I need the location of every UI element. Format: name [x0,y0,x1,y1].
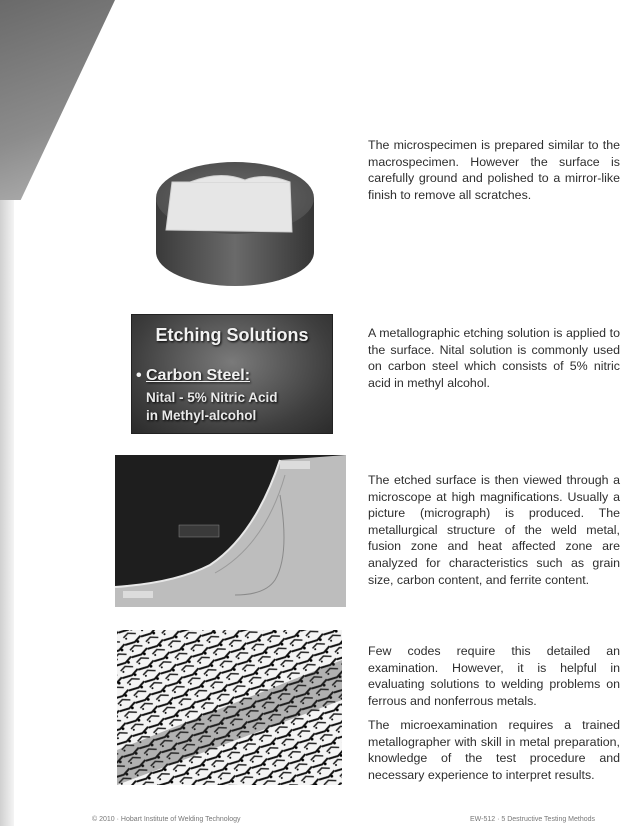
slide-bullet: • [136,367,142,384]
weld-fusion-micrograph [115,455,346,607]
paragraph-microscope: The etched surface is then viewed through a microscope at high magnifications. Usually a picture (micrograph) is produced. The metallurgical structure of the weld metal, fusion zone and heat affected zone are analyzed for characteristics such as grain size, carbon content, and ferrite content. [368,473,620,587]
paragraph-metallographer: The microexamination requires a trained metallographer with skill in metal preparation, knowledge of the test procedure and necessary experience to interpret results. [368,718,620,782]
slide-title: Etching Solutions [155,325,309,345]
mounted-specimen-photo [150,140,320,292]
paragraph-codes: Few codes require this detailed an examination. However, it is helpful in evaluating solutions to welding problems on ferrous and nonferrous metals. [368,644,620,708]
grain-structure-micrograph [117,630,342,785]
slide-line-2: in Methyl-alcohol [146,408,257,423]
slide-line-1: Nital - 5% Nitric Acid [146,390,278,405]
paragraph-etching: A metallographic etching solution is applied to the surface. Nital solution is commonly used on carbon steel which consists of 5% nitric acid in methyl alcohol. [368,326,620,390]
paragraph-microspecimen: The microspecimen is prepared similar to the macrospecimen. However the surface is carefully ground and polished to a mirror-like finish to remove all scratches. [368,138,620,202]
etching-solutions-slide [131,314,333,434]
slide-subtitle: Carbon Steel: [146,367,251,384]
footer-left: © 2010 · Hobart Institute of Welding Technology [92,816,241,823]
footer-right: EW-512 · 5 Destructive Testing Methods [470,816,596,823]
folded-corner [0,0,115,200]
